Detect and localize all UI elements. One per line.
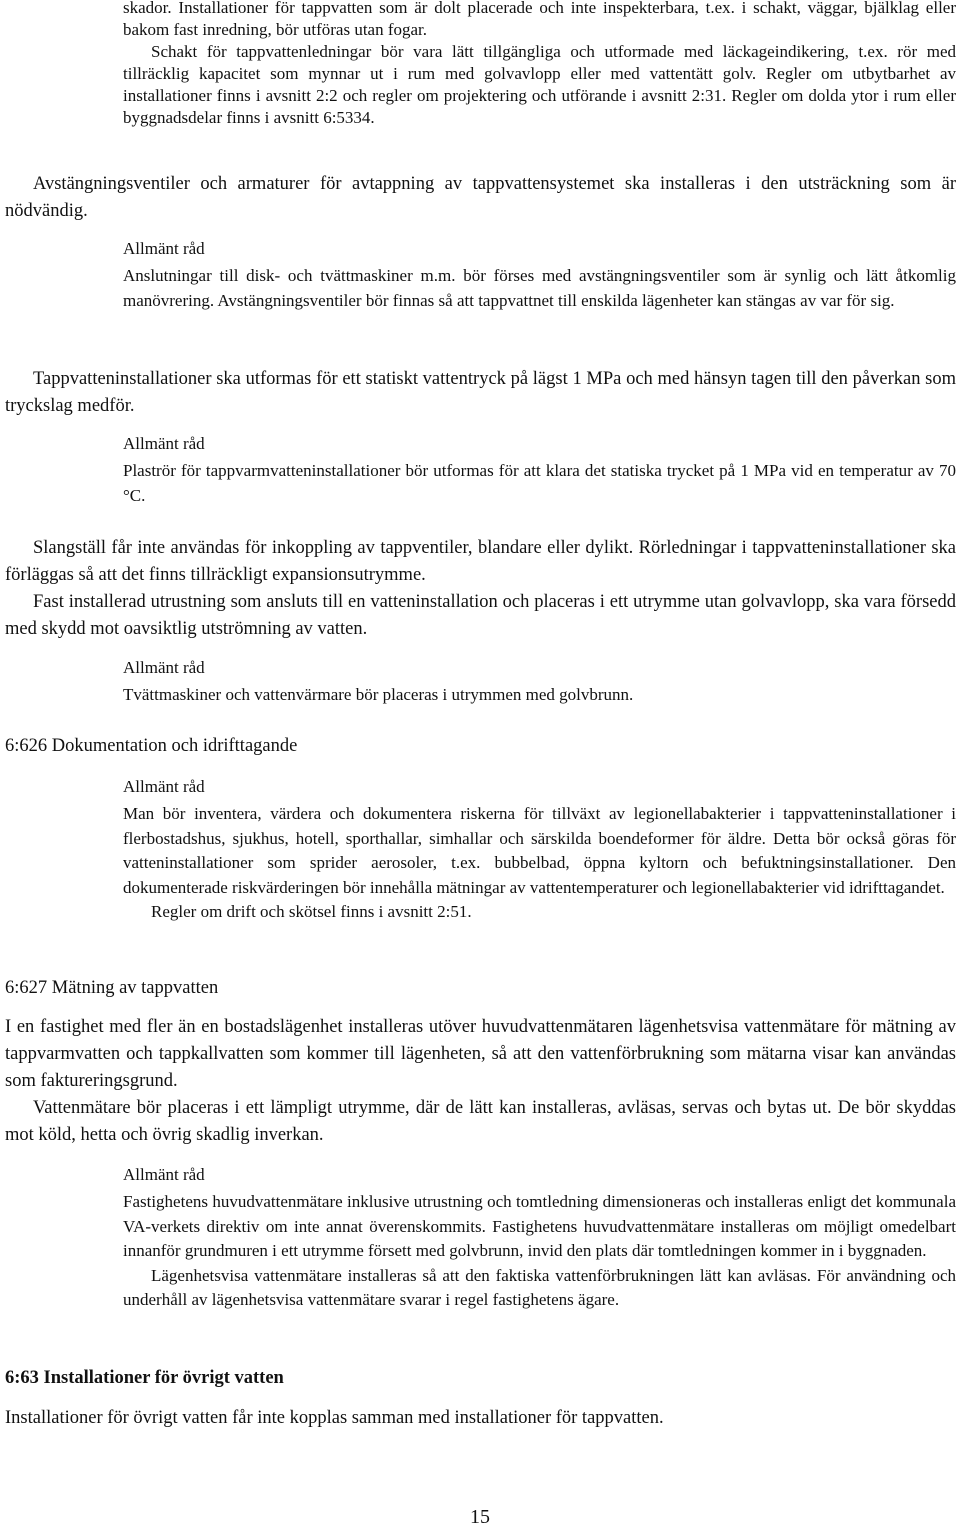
intro-paragraph: Schakt för tappvattenledningar bör vara lätt tillgängliga och utformade med läckageindikering, t.ex. rör med tillräcklig kapacitet som mynnar ut i rum med golvavlopp eller med vattentätt golv. Regler om utbytbarhet av installationer finns i avsnitt 2:2 och regler om projektering och utförande i avsnitt 2:31. Regler om dolda ytor i rum eller byggnadsdelar finns i avsnitt 6:5334. bbox=[123, 42, 956, 127]
advice-text: Tvättmaskiner och vattenvärmare bör placeras i utrymmen med golvbrunn. bbox=[123, 685, 634, 704]
advice-label: Allmänt råd bbox=[123, 1165, 205, 1184]
section-heading-626: 6:626 Dokumentation och idrifttagande bbox=[5, 736, 298, 756]
advice-label: Allmänt råd bbox=[123, 239, 205, 258]
advice-label: Allmänt råd bbox=[123, 777, 205, 796]
s627-section bbox=[5, 1014, 956, 1149]
hose-section bbox=[5, 535, 956, 643]
advice-text: Anslutningar till disk- och tvättmaskiner m.m. bör förses med avstängningsventiler som är synlig och lätt åtkomlig manövrering. Avstängningsventiler bör finnas så att tappvattnet till enskilda lägenheter kan stängas av var för sig. bbox=[123, 266, 956, 310]
hose-advice bbox=[123, 657, 956, 708]
s627-text: I en fastighet med fler än en bostadslägenhet installeras utöver huvudvattenmätaren lägenhetsvisa vattenmätare för mätning av tappvarmvatten och tappkallvatten som kommer till lägenheten, så att den vattenförbrukning som mätarna visar kan användas som faktureringsgrund. bbox=[5, 1017, 956, 1091]
shutoff-section bbox=[5, 171, 956, 225]
advice-label: Allmänt råd bbox=[123, 434, 205, 453]
pressure-text: Tappvatteninstallationer ska utformas för ett statiskt vattentryck på lägst 1 MPa och med hänsyn tagen till den påverkan som tryckslag medför. bbox=[5, 369, 956, 416]
advice-text: Plaströr för tappvarmvatteninstallationer bör utformas för att klara det statiska trycket på 1 MPa vid en temperatur av 70 °C. bbox=[123, 461, 956, 505]
shutoff-text: Avstängningsventiler och armaturer för avtappning av tappvattensystemet ska installeras i den utsträckning som är nödvändig. bbox=[5, 174, 956, 221]
advice-text: Man bör inventera, värdera och dokumentera riskerna för tillväxt av legionellabakterier i tappvatteninstallationer i flerbostadshus, sjukhus, hotell, sporthallar, simhallar och särskilda boendeformer för äldre. Detta bör också göras för vatteninstallationer som sprider aerosoler, t.ex. bubbelbad, öppna kyltorn och befuktningsinstallationer. Den dokumenterade riskvärderingen bör innehålla mätningar av vattentemperaturer och legionellabakterier vid idrifttagandet. bbox=[123, 804, 956, 897]
hose-text: Fast installerad utrustning som ansluts till en vatteninstallation och placeras i ett utrymme utan golvavlopp, ska vara försedd med skydd mot oavsiktlig utströmning av vatten. bbox=[5, 592, 956, 639]
pressure-advice bbox=[123, 433, 956, 508]
s626-advice bbox=[123, 776, 956, 925]
advice-label: Allmänt råd bbox=[123, 658, 205, 677]
s627-advice bbox=[123, 1164, 956, 1313]
section-heading-63: 6:63 Installationer för övrigt vatten bbox=[5, 1368, 284, 1388]
hose-text: Slangställ får inte användas för inkoppling av tappventiler, blandare eller dylikt. Rörledningar i tappvatteninstallationer ska förläggas så att det finns tillräckligt expansionsutrymme. bbox=[5, 538, 956, 585]
s627-text: Vattenmätare bör placeras i ett lämpligt utrymme, där de lätt kan installeras, avläsas, servas och bytas ut. De bör skyddas mot köld, hetta och övrig skadlig inverkan. bbox=[5, 1098, 956, 1145]
advice-text: Lägenhetsvisa vattenmätare installeras så att den faktiska vattenförbrukningen lätt kan avläsas. För användning och underhåll av lägenhetsvisa vattenmätare svarar i regel fastighetens ägare. bbox=[123, 1265, 956, 1309]
page-number: 15 bbox=[470, 1506, 490, 1528]
advice-text: Fastighetens huvudvattenmätare inklusive utrustning och tomtledning dimensioneras och installeras enligt det kommunala VA-verkets direktiv om inte annat överenskommits. Fastighetens huvudvattenmätare installeras om möjligt omedelbart innanför grundmuren i ett utrymme försett med golvbrunn, invid den plats där tomtledningen kommer in i byggnaden. bbox=[123, 1192, 956, 1260]
section-heading-627: 6:627 Mätning av tappvatten bbox=[5, 978, 219, 998]
advice-reference: Regler om drift och skötsel finns i avsnitt 2:51. bbox=[151, 902, 472, 921]
intro-paragraph: skador. Installationer för tappvatten som är dolt placerade och inte inspekterbara, t.ex. i schakt, väggar, bjälklag eller bakom fast inredning, bör utföras utan fogar. bbox=[123, 0, 956, 39]
pressure-section bbox=[5, 366, 956, 420]
intro-block bbox=[123, 0, 956, 129]
s63-text: Installationer för övrigt vatten får inte kopplas samman med installationer för tappvatten. bbox=[5, 1408, 664, 1428]
shutoff-advice bbox=[123, 238, 956, 313]
s63-section bbox=[5, 1405, 956, 1432]
